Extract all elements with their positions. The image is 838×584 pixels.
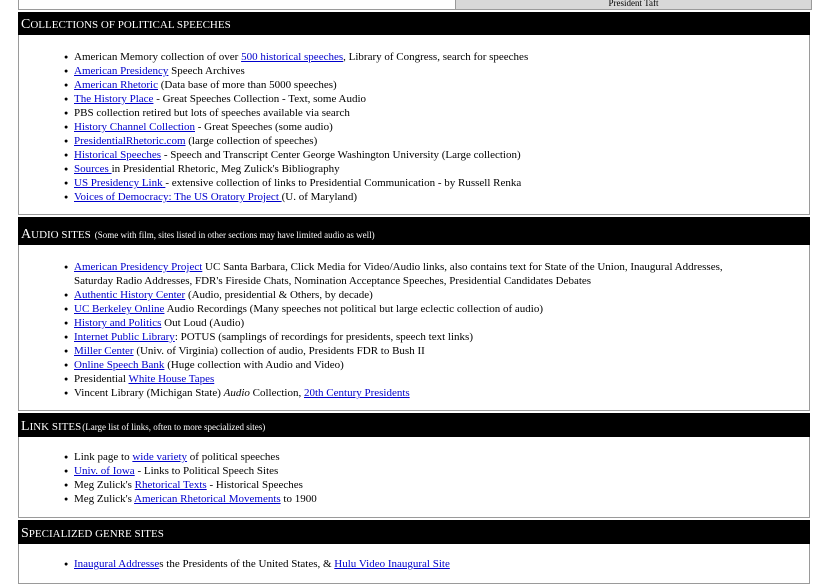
list-item (74, 372, 759, 386)
section-title: PECIALIZED GENRE SITES (28, 528, 164, 540)
resource-link[interactable]: Historical Speeches (74, 149, 162, 161)
section-note: (Large list of links, often to more specialized sites) (82, 422, 266, 432)
list-item (74, 557, 809, 571)
resource-link[interactable]: Miller Center (74, 345, 134, 357)
item-text: (Univ. of Virginia) collection of audio, Presidents FDR to Bush II (133, 345, 425, 357)
item-text: (Audio, presidential & Others, by decade) (185, 289, 373, 301)
section-header-collections (18, 12, 810, 35)
list-item (74, 176, 809, 190)
item-text: (Data base of more than 5000 speeches) (158, 79, 337, 91)
resource-link[interactable]: Inaugural Addresse (74, 558, 160, 570)
item-text: Out Loud (Audio) (161, 317, 245, 329)
item-text: : POTUS (samplings of recordings for presidents, speech text links) (174, 331, 473, 343)
section-header-audio (18, 217, 810, 245)
item-text: - Great Speeches (some audio) (194, 121, 333, 133)
section-title-initial: A (21, 227, 32, 242)
list-item (74, 106, 809, 120)
item-text: Presidential (74, 373, 129, 385)
section-title-initial: S (21, 526, 29, 541)
section-title-initial: L (21, 419, 30, 434)
resource-link[interactable]: PresidentialRhetoric.com (74, 135, 186, 147)
item-text: Link page to (74, 451, 133, 463)
section-body-collections (18, 35, 810, 215)
list-item (74, 134, 809, 148)
section-title: OLLECTIONS OF POLITICAL SPEECHES (30, 19, 231, 31)
resource-link[interactable]: American Presidency (74, 65, 169, 77)
emphasis-text: Audio (223, 387, 250, 399)
item-text: - extensive collection of links to Presidential Communication - by Russell Renka (165, 177, 522, 189)
resource-link[interactable]: White House Tapes (128, 373, 215, 385)
list-item (74, 478, 809, 492)
resource-link[interactable]: Authentic History Center (74, 289, 186, 301)
item-text: to 1900 (280, 493, 317, 505)
list-item (74, 450, 809, 464)
list-item (74, 288, 759, 302)
item-text: , Library of Congress, search for speeches (343, 51, 529, 63)
top-right-cell (455, 0, 812, 10)
item-text: - Great Speeches Collection - Text, some Audio (153, 93, 366, 105)
list-item (74, 316, 759, 330)
resource-link[interactable]: 20th Century Presidents (303, 387, 410, 399)
item-text: Meg Zulick's (74, 493, 135, 505)
list-item (74, 64, 809, 78)
resource-link[interactable]: American Presidency Project (74, 261, 203, 273)
item-text: - Links to Political Speech Sites (134, 465, 279, 477)
list-item (74, 344, 759, 358)
item-text: (U. of Maryland) (281, 191, 358, 203)
item-text: (Huge collection with Audio and Video) (164, 359, 344, 371)
section-body-audio (18, 245, 810, 411)
top-right-label: President Taft (608, 0, 659, 8)
item-text: in Presidential Rhetoric, Meg Zulick's Bibliography (111, 163, 340, 175)
item-text: - Historical Speeches (206, 479, 303, 491)
item-text: (large collection of speeches) (185, 135, 318, 147)
list-item (74, 330, 759, 344)
list-item (74, 302, 759, 316)
top-table-strip (18, 0, 812, 10)
resource-link[interactable]: History Channel Collection (74, 121, 195, 133)
resource-link[interactable]: Internet Public Library (74, 331, 175, 343)
item-text: UC Santa Barbara, Click Media for Video/Audio links, also contains text for State of the Union, Inaugural Addresses, Saturday Radio Addresses, FDR's Fireside Chats, Nomination Acceptance Speeches, Presidential Candidates Debates (74, 261, 723, 287)
resource-link[interactable]: 500 historical speeches (241, 51, 344, 63)
resource-link[interactable]: American Rhetorical Movements (134, 493, 281, 505)
section-title-initial: C (21, 17, 31, 32)
item-text: s the Presidents of the United States, & (159, 558, 335, 570)
list-item (74, 358, 759, 372)
item-text: Audio Recordings (Many speeches not political but large eclectic collection of audio) (164, 303, 544, 315)
resource-link[interactable]: US Presidency Link (74, 177, 166, 189)
item-text: - Speech and Transcript Center George Washington University (Large collection) (161, 149, 521, 161)
list-item (74, 464, 809, 478)
list-item (74, 162, 809, 176)
section-header-specialized (18, 520, 810, 544)
resource-link[interactable]: wide variety (132, 451, 188, 463)
list-item (74, 92, 809, 106)
list-item (74, 492, 809, 506)
item-text: Speech Archives (168, 65, 245, 77)
list-item (74, 190, 809, 204)
item-text: Collection, (249, 387, 304, 399)
section-title: UDIO SITES (31, 229, 91, 241)
resource-link[interactable]: Online Speech Bank (74, 359, 165, 371)
section-note: (Some with film, sites listed in other sections may have limited audio as well) (94, 230, 375, 240)
specialized-list (19, 557, 809, 571)
item-text: Vincent Library (Michigan State) (74, 387, 224, 399)
resource-link[interactable]: American Rhetoric (74, 79, 158, 91)
top-left-cell (18, 0, 456, 10)
links-list (19, 450, 809, 506)
resource-link[interactable]: Sources (74, 163, 112, 175)
list-item (74, 260, 759, 288)
resource-link[interactable]: Rhetorical Texts (134, 479, 207, 491)
section-body-specialized (18, 544, 810, 584)
list-item (74, 120, 809, 134)
resource-link[interactable]: Voices of Democracy: The US Oratory Project (74, 191, 282, 203)
section-header-links (18, 413, 810, 437)
item-text: American Memory collection of over (74, 51, 242, 63)
collections-list (19, 50, 809, 204)
list-item (74, 78, 809, 92)
resource-link[interactable]: UC Berkeley Online (74, 303, 165, 315)
audio-list (19, 260, 809, 400)
resource-link[interactable]: Hulu Video Inaugural Site (334, 558, 450, 570)
resource-link[interactable]: The History Place (74, 93, 154, 105)
item-text: of political speeches (187, 451, 280, 463)
resource-link[interactable]: History and Politics (74, 317, 162, 329)
resource-link[interactable]: Univ. of Iowa (74, 465, 135, 477)
item-text: PBS collection retired but lots of speeches available via search (74, 107, 350, 119)
list-item (74, 50, 809, 64)
item-text: Meg Zulick's (74, 479, 135, 491)
list-item (74, 386, 759, 400)
section-title: INK SITES (29, 421, 82, 433)
section-body-links (18, 437, 810, 518)
list-item (74, 148, 809, 162)
